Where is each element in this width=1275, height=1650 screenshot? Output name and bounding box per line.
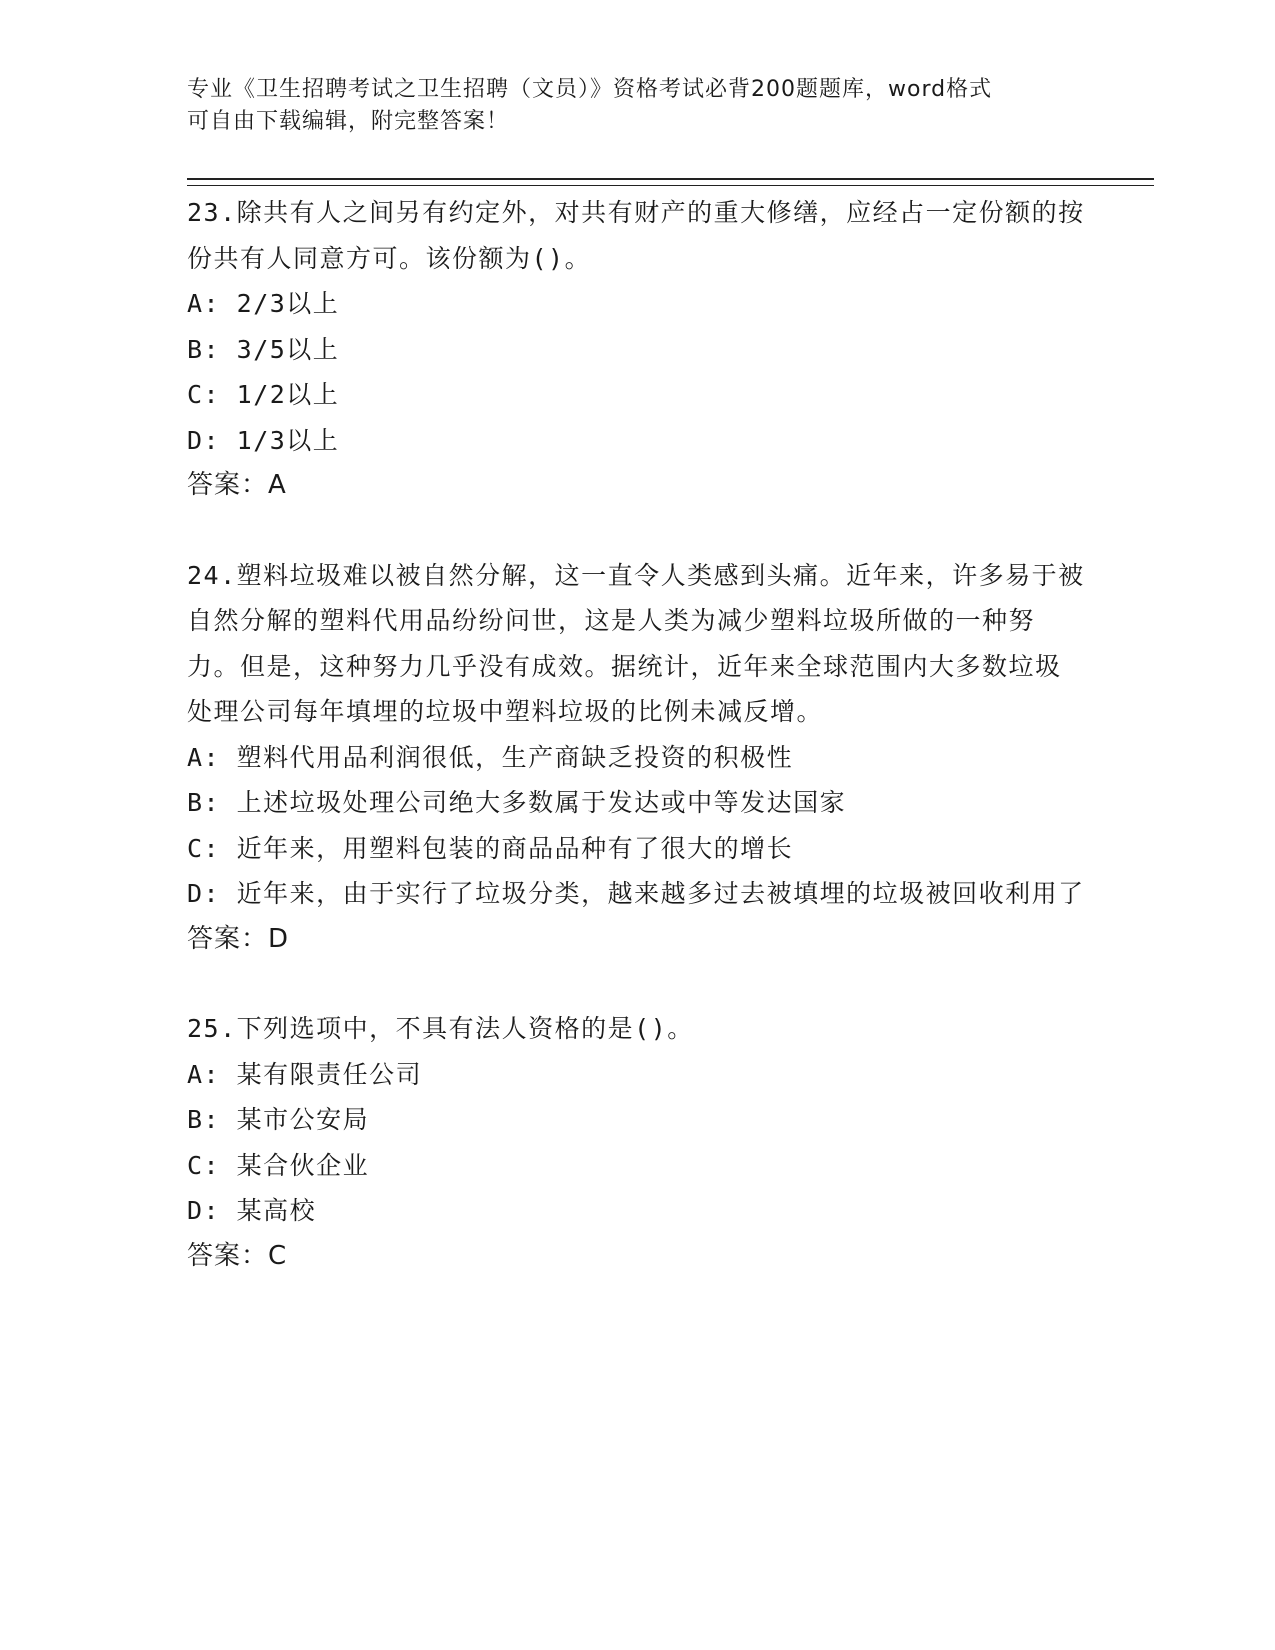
answer: 答案：D <box>187 923 290 954</box>
question-25 <box>187 1006 1087 1279</box>
question-stem: 25.下列选项中，不具有法人资格的是()。 <box>187 1014 694 1043</box>
option-b: B: 3/5以上 <box>187 334 340 364</box>
question-24 <box>187 553 1087 963</box>
option-a: A: 2/3以上 <box>187 289 340 318</box>
option-d: D: 近年来，由于实行了垃圾分类，越来越多过去被填埋的垃圾被回收利用了 <box>187 879 1085 908</box>
option-a: A: 某有限责任公司 <box>187 1059 423 1089</box>
answer: 答案：C <box>187 1240 288 1271</box>
option-c: C: 1/2以上 <box>187 380 340 409</box>
header-line-1: 专业《卫生招聘考试之卫生招聘（文员）》资格考试必背200题题库，word格式 <box>187 77 993 102</box>
answer: 答案：A <box>187 470 287 500</box>
question-stem: 23.除共有人之间另有约定外，对共有财产的重大修缮，应经占一定份额的按份共有人同意方可。该份额为()。 <box>187 198 1085 273</box>
question-23 <box>187 190 1087 509</box>
option-c: C: 近年来，用塑料包装的商品品种有了很大的增长 <box>187 833 794 863</box>
question-list <box>187 190 1087 1323</box>
option-a: A: 塑料代用品利润很低，生产商缺乏投资的积极性 <box>187 742 794 772</box>
header-line-2: 可自由下载编辑，附完整答案！ <box>187 109 510 134</box>
option-b: B: 上述垃圾处理公司绝大多数属于发达或中等发达国家 <box>187 788 847 817</box>
question-stem: 24.塑料垃圾难以被自然分解，这一直令人类感到头痛。近年来，许多易于被自然分解的塑料代用品纷纷问世，这是人类为减少塑料垃圾所做的一种努力。但是，这种努力几乎没有成效。据统计，近年来全球范围内大多数垃圾处理公司每年填埋的垃圾中塑料垃圾的比例未减反增。 <box>187 560 1085 726</box>
header-divider <box>187 178 1154 186</box>
option-d: D: 1/3以上 <box>187 425 340 455</box>
document-header <box>187 74 1087 138</box>
option-d: D: 某高校 <box>187 1196 317 1225</box>
option-c: C: 某合伙企业 <box>187 1150 370 1180</box>
option-b: B: 某市公安局 <box>187 1105 370 1134</box>
